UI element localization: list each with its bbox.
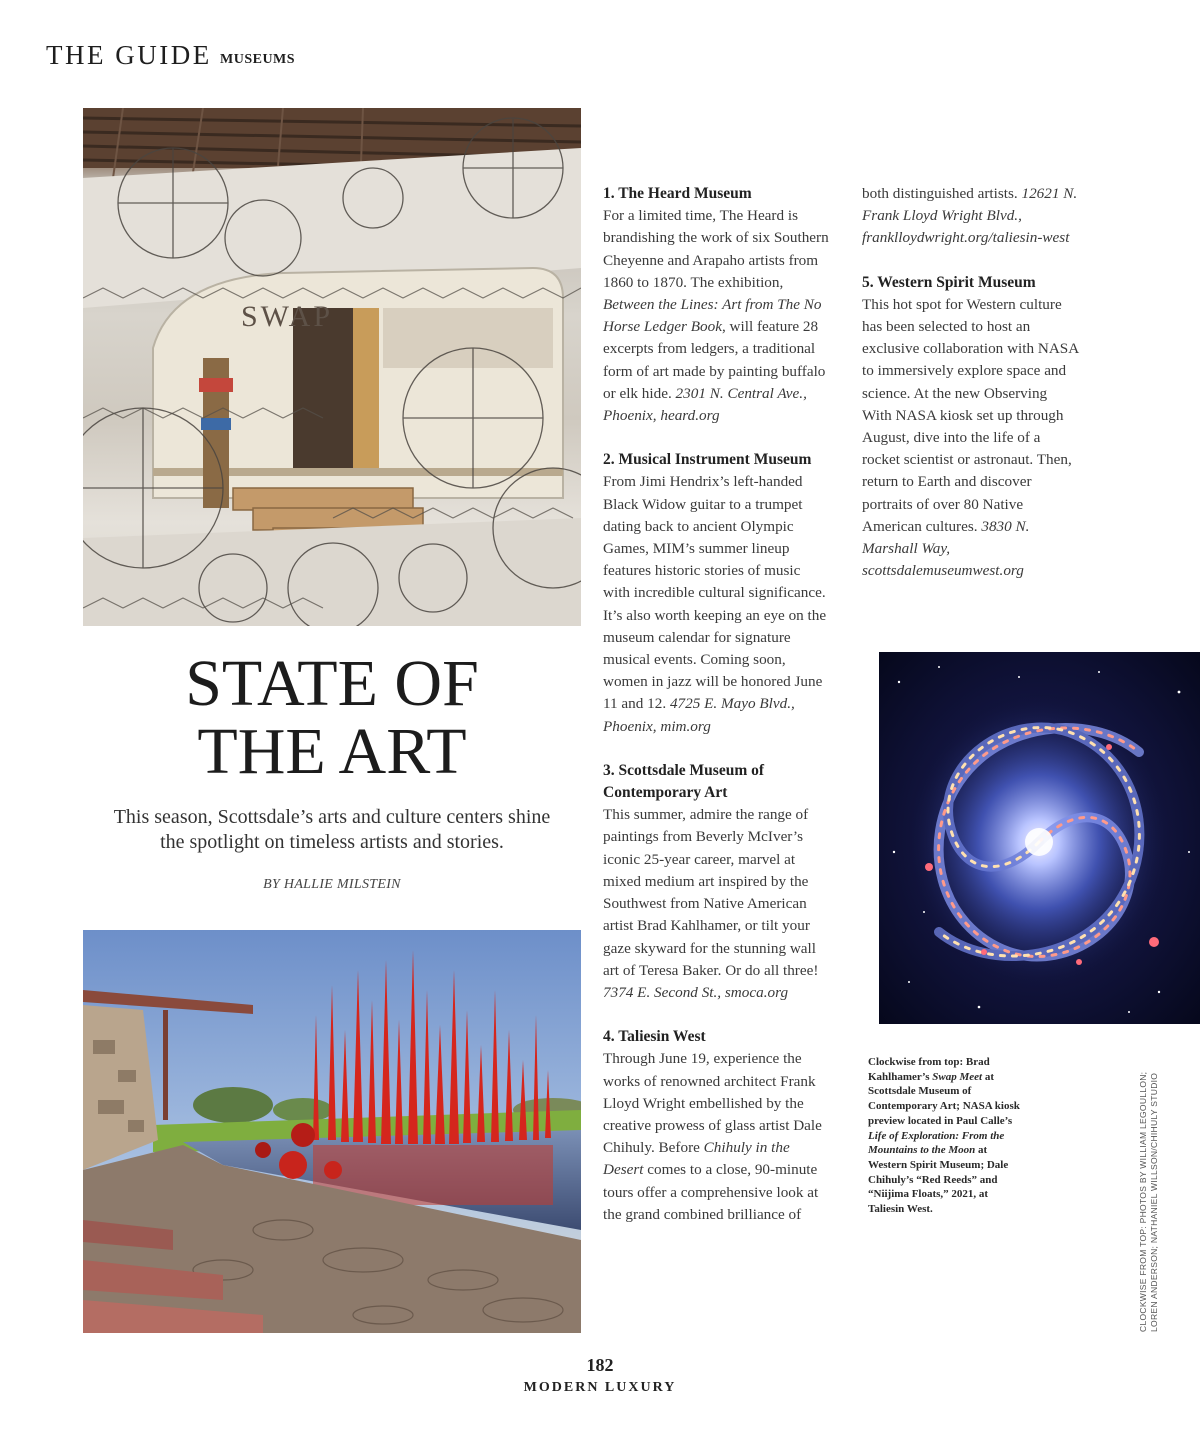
magazine-name: MODERN LUXURY bbox=[523, 1380, 677, 1395]
museum-body bbox=[603, 804, 829, 1004]
museum-address: 2301 N. Central Ave., Phoenix, heard.org bbox=[603, 384, 807, 425]
caption-title: Swap Meet bbox=[932, 1070, 983, 1083]
caption-title: Life of Exploration: From the Mountains to the Moon bbox=[868, 1129, 1005, 1157]
museum-entry-western-spirit bbox=[862, 272, 1080, 583]
deck-line-1: This season, Scottsdale’s arts and culture centers shine bbox=[113, 806, 551, 828]
museum-body bbox=[603, 1048, 829, 1226]
body-text: comes to a close, 90-minute tours offer a comprehensive look at the grand combined brilliance of bbox=[603, 1161, 819, 1223]
body-text: Through June 19, experience the works of renowned architect Frank Lloyd Wright embellished by the creative prowess of glass artist Dale Chihuly. Before bbox=[603, 1050, 822, 1157]
museum-address: 12621 N. Frank Lloyd Wright Blvd., franklloydwright.org/taliesin-west bbox=[862, 185, 1078, 247]
museum-body bbox=[862, 294, 1080, 583]
galaxy-photo bbox=[879, 652, 1200, 1024]
credit-line-2: LOREN ANDERSON; NATHANIEL WILLSON/CHIHULY STUDIO bbox=[1149, 1072, 1159, 1332]
page-number: 182 bbox=[586, 1355, 614, 1375]
caption-text: Clockwise from top: Brad Kahlhamer’s bbox=[868, 1056, 990, 1083]
museum-entry-taliesin bbox=[603, 1026, 829, 1226]
body-text: both distinguished artists. bbox=[862, 185, 1022, 202]
byline: BY HALLIE MILSTEIN bbox=[263, 877, 401, 892]
exhibition-title: Chihuly in the Desert bbox=[603, 1139, 790, 1179]
photo-credit bbox=[1138, 1052, 1160, 1332]
museum-body bbox=[862, 183, 1080, 250]
article-column-middle bbox=[603, 183, 829, 1248]
museum-title: 4. Taliesin West bbox=[603, 1028, 706, 1046]
body-text: For a limited time, The Heard is brandishing the work of six Southern Cheyenne and Arapaho artists from 1860 to 1870. The exhibition, bbox=[603, 207, 829, 291]
body-text: From Jimi Hendrix’s left-handed Black Widow guitar to a trumpet dating back to ancient Olympic Games, MIM’s summer lineup features historic stories of music with incredible cultural significance. It’s also worth keeping an eye on the museum calendar for signature musical events. Coming soon, women in jazz will be honored June 11 and 12. bbox=[603, 473, 827, 713]
museum-address: 7374 E. Second St., smoca.org bbox=[603, 983, 789, 1001]
museum-entry-heard bbox=[603, 183, 829, 427]
museum-body bbox=[603, 471, 829, 737]
exhibition-title: Between the Lines: Art from The No Horse Ledger Book bbox=[603, 296, 822, 336]
swap-sign: SWAP bbox=[241, 300, 334, 333]
swap-meet-photo bbox=[83, 108, 581, 626]
caption-text: at Scottsdale Museum of Contemporary Art; NASA kiosk preview located in Paul Calle’s bbox=[868, 1070, 1020, 1127]
body-text: This summer, admire the range of paintings from Beverly McIver’s iconic 25-year career, marvel at mixed medium art inspired by the Southwest from Native American artist Brad Kahlhamer, or tilt your gaze skyward for the stunning wall art of Teresa Baker. Or do all three! bbox=[603, 806, 819, 979]
body-text: This hot spot for Western culture has been selected to host an exclusive collaboration with NASA to immersively explore space and science. At the new Observing With NASA kiosk set up through August, dive into the life of a rocket scientist or astronaut. Then, return to Earth and discover portraits of over 80 Native American cultures. bbox=[862, 295, 1079, 535]
museum-title: 3. Scottsdale Museum of Contemporary Art bbox=[603, 761, 765, 802]
museum-body bbox=[603, 205, 829, 427]
museum-title: 1. The Heard Museum bbox=[603, 185, 752, 202]
museum-entry-mim bbox=[603, 449, 829, 738]
photo-caption bbox=[868, 1055, 1026, 1217]
caption-text: at Western Spirit Museum; Dale Chihuly’s “Red Reeds” and “Niijima Floats,” 2021, at Taliesin West. bbox=[868, 1144, 1009, 1216]
credit-line-1: CLOCKWISE FROM TOP: PHOTOS BY WILLIAM LEGOULLON; bbox=[1138, 1071, 1148, 1332]
swap-meet-illustration bbox=[83, 108, 581, 626]
taliesin-illustration bbox=[83, 930, 581, 1333]
museum-address: 4725 E. Mayo Blvd., Phoenix, mim.org bbox=[603, 695, 795, 735]
body-text: , will feature 28 excerpts from ledgers, a traditional form of art made by painting buffalo or elk hide. bbox=[603, 318, 826, 402]
galaxy-illustration bbox=[879, 652, 1200, 1024]
deck-line-2: the spotlight on timeless artists and stories. bbox=[160, 831, 504, 853]
article-column-right bbox=[862, 183, 1080, 604]
section-title: THE GUIDE bbox=[46, 40, 212, 70]
section-label: MUSEUMS bbox=[220, 52, 296, 67]
museum-title: 2. Musical Instrument Museum bbox=[603, 451, 812, 469]
headline-line-1: STATE OF bbox=[185, 647, 479, 720]
museum-entry-smoca bbox=[603, 760, 829, 1004]
article-deck bbox=[83, 805, 581, 855]
museum-entry-taliesin-continued bbox=[862, 183, 1080, 250]
taliesin-west-photo bbox=[83, 930, 581, 1333]
museum-address: 3830 N. Marshall Way, scottsdalemuseumwest.org bbox=[862, 517, 1030, 580]
museum-title: 5. Western Spirit Museum bbox=[862, 273, 1036, 291]
headline-line-2: THE ART bbox=[197, 715, 467, 788]
article-headline bbox=[83, 647, 581, 788]
